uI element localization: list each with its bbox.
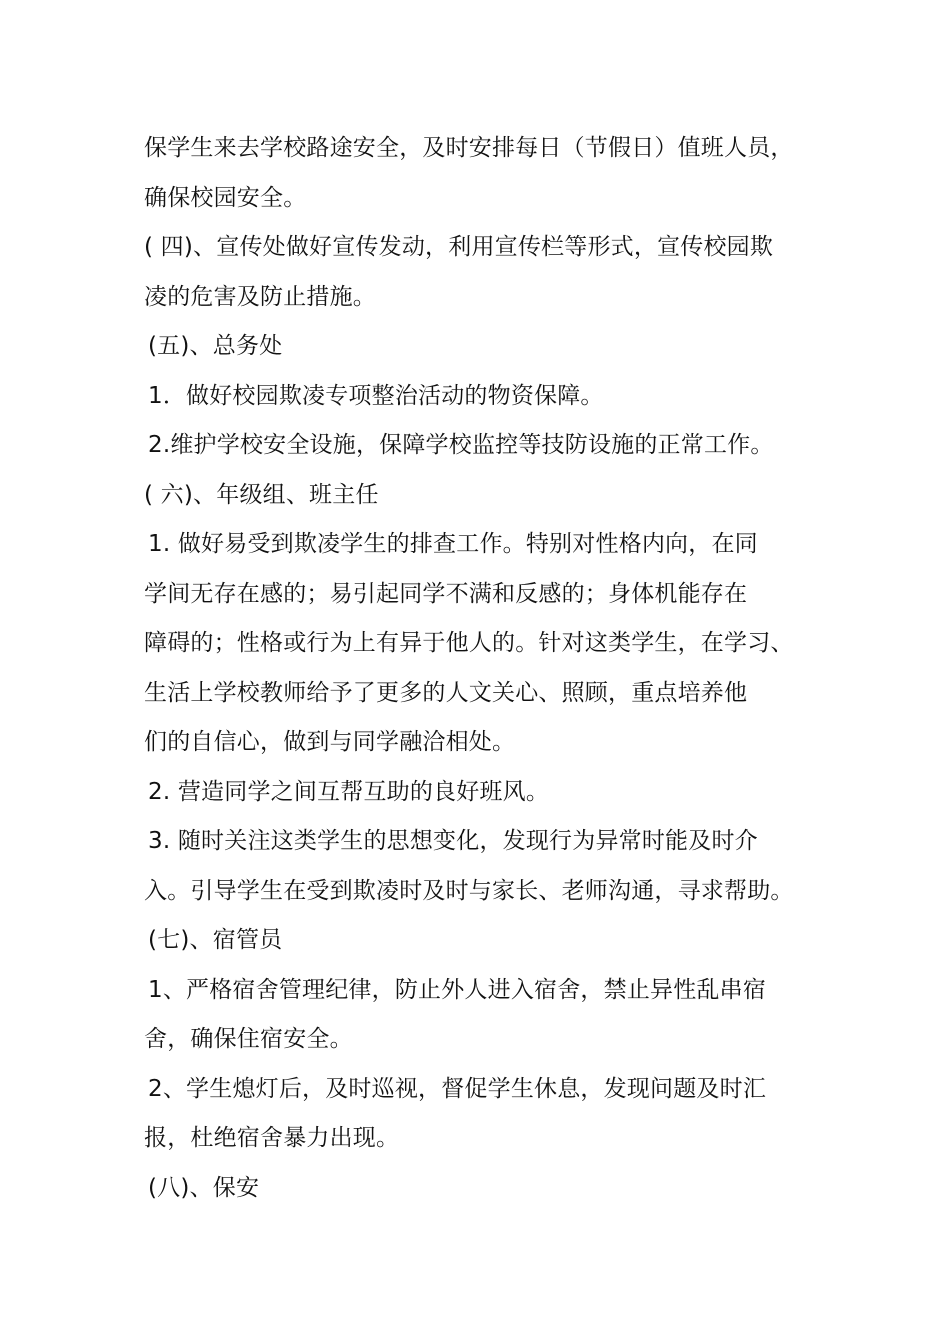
text-line: 舍，确保住宿安全。	[144, 1026, 353, 1052]
text-line: 学间无存在感的；易引起同学不满和反感的；身体机能存在	[144, 580, 748, 607]
list-item: 1、严格宿舍管理纪律，防止外人进入宿舍，禁止异性乱串宿	[148, 976, 767, 1003]
text-line: 入。引导学生在受到欺凌时及时与家长、老师沟通，寻求帮助。	[144, 877, 794, 904]
list-item: 2. 营造同学之间互帮互助的良好班风。	[148, 778, 550, 805]
section-heading-8: (八)、保安	[148, 1174, 260, 1201]
document-body	[144, 124, 834, 1213]
text-line: 生活上学校教师给予了更多的人文关心、照顾，重点培养他	[144, 679, 748, 706]
list-item: 1．做好校园欺凌专项整治活动的物资保障。	[148, 382, 604, 409]
section-heading-7: (七)、宿管员	[148, 927, 283, 953]
text-line: 报，杜绝宿舍暴力出现。	[144, 1125, 400, 1151]
list-item: 3. 随时关注这类学生的思想变化，发现行为异常时能及时介	[148, 828, 758, 854]
text-line: 保学生来去学校路途安全，及时安排每日（节假日）值班人员，	[144, 135, 794, 161]
section-heading-5: (五)、总务处	[148, 333, 283, 359]
section-heading-6: ( 六)、年级组、班主任	[144, 481, 379, 508]
text-line: 确保校园安全。	[144, 184, 307, 211]
text-line: 们的自信心，做到与同学融洽相处。	[144, 729, 516, 755]
section-heading-4: ( 四)、宣传处做好宣传发动，利用宣传栏等形式，宣传校园欺	[144, 234, 774, 260]
list-item: 2、学生熄灯后，及时巡视，督促学生休息，发现问题及时汇	[148, 1075, 767, 1102]
list-item: 2.维护学校安全设施，保障学校监控等技防设施的正常工作。	[148, 432, 774, 458]
text-line: 凌的危害及防止措施。	[144, 283, 376, 310]
list-item: 1. 做好易受到欺凌学生的排查工作。特别对性格内向，在同	[148, 531, 758, 557]
text-line: 障碍的；性格或行为上有异于他人的。针对这类学生，在学习、	[144, 630, 794, 656]
